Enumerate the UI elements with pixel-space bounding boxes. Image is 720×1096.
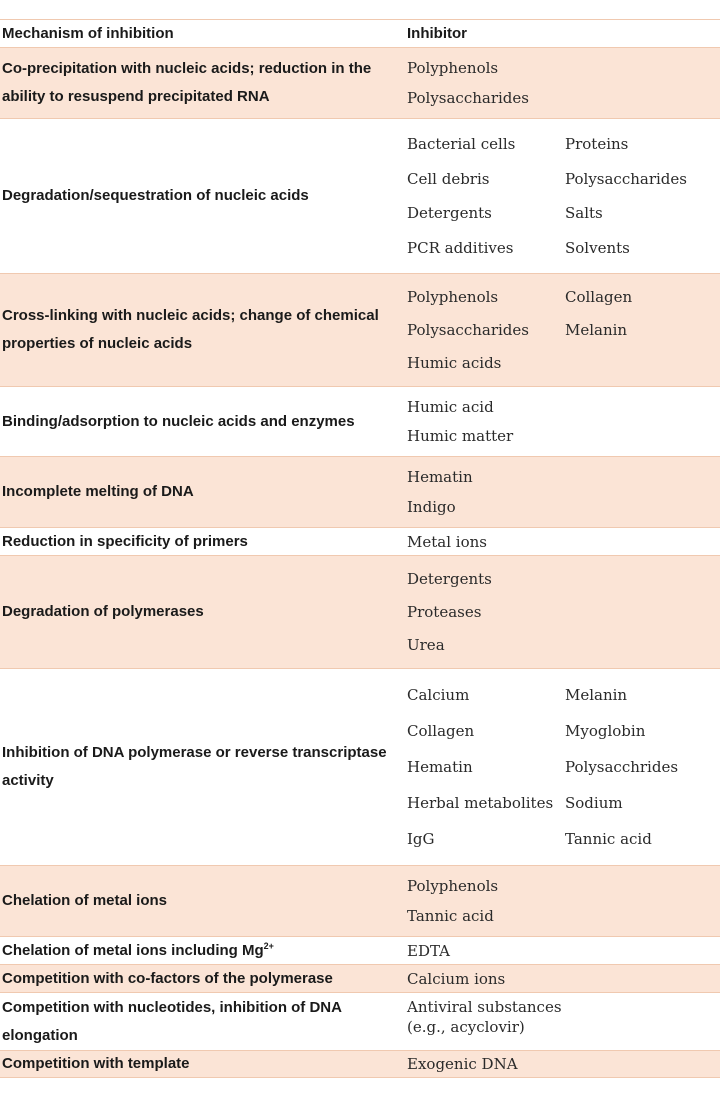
table-row xyxy=(0,273,720,386)
inhibitor-item xyxy=(565,569,720,589)
mechanism-text: Incomplete melting of DNA xyxy=(2,483,194,500)
table-row xyxy=(0,118,720,273)
inhibitor-item: Cell debris xyxy=(407,169,490,188)
inhibitor-item: Calcium xyxy=(407,686,470,704)
inhibitor-item xyxy=(565,353,720,373)
inhibitor-item: Proteins xyxy=(565,134,629,153)
mechanism-cell xyxy=(0,119,398,273)
mechanism-text: Inhibition of DNA polymerase or reverse transcriptase activity xyxy=(2,744,387,789)
inhibitor-item xyxy=(565,467,720,487)
table-row xyxy=(0,47,720,118)
inhibitor-item: Antiviral substances (e.g., acyclovir) xyxy=(407,998,562,1036)
inhibitor-item xyxy=(565,969,720,989)
mechanism-cell xyxy=(0,669,398,865)
mechanism-text: Competition with template xyxy=(2,1055,190,1072)
table-row xyxy=(0,668,720,865)
mechanism-text: Degradation of polymerases xyxy=(2,603,204,620)
inhibitor-item: Detergents xyxy=(407,204,492,223)
inhibitor-cell xyxy=(398,119,720,273)
inhibitor-cell xyxy=(398,457,720,527)
inhibitor-item: Polysacchrides xyxy=(565,758,679,776)
inhibitor-item: Melanin xyxy=(565,686,628,704)
inhibitor-item xyxy=(565,1054,720,1074)
mechanism-cell xyxy=(0,1051,398,1077)
inhibitor-cell xyxy=(398,669,720,865)
inhibitor-item: Collagen xyxy=(565,288,633,306)
inhibitor-item: Polysaccharides xyxy=(407,89,529,107)
inhibitor-item: Detergents xyxy=(407,570,492,588)
inhibitor-cell xyxy=(398,937,720,964)
inhibitor-item xyxy=(565,497,720,517)
mechanism-cell xyxy=(0,556,398,668)
inhibitor-item: Humic matter xyxy=(407,427,514,446)
mechanism-text: Competition with co-factors of the polymerase xyxy=(2,969,333,987)
inhibitor-item xyxy=(565,941,720,961)
inhibitor-item xyxy=(565,426,720,446)
inhibitor-item: Herbal metabolites xyxy=(407,794,554,812)
header-inhibitor: Inhibitor xyxy=(407,25,467,42)
mechanism-cell xyxy=(0,937,398,964)
inhibitor-item: Calcium ions xyxy=(407,969,506,988)
mechanism-text: Binding/adsorption to nucleic acids and enzymes xyxy=(2,412,355,430)
inhibitor-cell xyxy=(398,387,720,456)
inhibitor-item: Indigo xyxy=(407,498,456,516)
inhibitor-item: Polyphenols xyxy=(407,59,499,77)
table-header xyxy=(0,19,720,47)
table-row xyxy=(0,865,720,936)
table-row xyxy=(0,936,720,964)
inhibitor-item: Metal ions xyxy=(407,532,487,551)
inhibitor-item xyxy=(565,397,720,417)
inhibitor-item: Humic acid xyxy=(407,397,494,416)
inhibitor-item: EDTA xyxy=(407,941,450,960)
inhibitor-item xyxy=(565,88,720,108)
mechanism-cell xyxy=(0,274,398,386)
inhibitor-item: Polysaccharides xyxy=(407,321,529,339)
inhibitor-item: Melanin xyxy=(565,321,628,339)
inhibitor-cell xyxy=(398,1051,720,1077)
mechanism-cell xyxy=(0,387,398,456)
table-row xyxy=(0,386,720,456)
mechanism-text: Cross-linking with nucleic acids; change of chemical properties of nucleic acids xyxy=(2,307,379,352)
inhibitor-item: Myoglobin xyxy=(565,722,646,740)
inhibitor-item: Exogenic DNA xyxy=(407,1055,518,1073)
mechanism-cell xyxy=(0,965,398,992)
inhibitor-item: Urea xyxy=(407,636,445,654)
inhibitor-item xyxy=(565,635,720,655)
inhibitor-item: IgG xyxy=(407,830,435,848)
inhibitor-item: Salts xyxy=(565,204,603,223)
inhibitor-item: Humic acids xyxy=(407,354,502,372)
mechanism-text: Degradation/sequestration of nucleic acids xyxy=(2,187,309,204)
inhibitor-item: Tannic acid xyxy=(565,830,652,848)
mechanism-cell xyxy=(0,866,398,936)
inhibitor-cell xyxy=(398,965,720,992)
inhibitor-item: Hematin xyxy=(407,758,473,776)
inhibitor-item: Hematin xyxy=(407,468,473,486)
inhibitor-cell xyxy=(398,556,720,668)
mechanism-text: Chelation of metal ions xyxy=(2,892,168,909)
inhibitor-item: Polysaccharides xyxy=(565,169,687,188)
table-row xyxy=(0,964,720,992)
inhibitor-item: PCR additives xyxy=(407,239,514,258)
mechanism-cell xyxy=(0,528,398,555)
inhibitor-item: Polyphenols xyxy=(407,288,499,306)
table-row xyxy=(0,555,720,668)
inhibitor-item: Solvents xyxy=(565,239,630,258)
mechanism-text: Competition with nucleotides, inhibition of DNA elongation xyxy=(2,998,342,1044)
inhibitor-item: Collagen xyxy=(407,722,475,740)
mechanism-cell xyxy=(0,457,398,527)
mechanism-text: Reduction in specificity of primers xyxy=(2,532,248,550)
header-mechanism: Mechanism of inhibition xyxy=(2,24,174,42)
table-row xyxy=(0,992,720,1050)
inhibitor-item xyxy=(565,602,720,622)
inhibitor-item: Bacterial cells xyxy=(407,134,516,153)
mechanism-superscript: 2+ xyxy=(263,940,274,951)
inhibitor-cell xyxy=(398,528,720,555)
inhibitor-item xyxy=(565,997,720,1037)
mechanism-text: Co-precipitation with nucleic acids; reduction in the ability to resuspend precipitated RNA xyxy=(2,60,372,105)
mechanism-cell xyxy=(0,48,398,118)
inhibitor-cell xyxy=(398,993,720,1050)
mechanism-text: Chelation of metal ions including Mg xyxy=(2,941,264,959)
inhibitor-item xyxy=(565,906,720,926)
inhibitor-item xyxy=(565,532,720,552)
inhibitor-item xyxy=(565,876,720,896)
table-row xyxy=(0,1050,720,1078)
table-row xyxy=(0,456,720,527)
inhibitor-item: Tannic acid xyxy=(407,907,494,925)
inhibitor-cell xyxy=(398,274,720,386)
inhibitor-cell xyxy=(398,866,720,936)
inhibitor-item: Proteases xyxy=(407,603,482,621)
inhibitor-table xyxy=(0,19,720,1078)
inhibitor-item xyxy=(565,58,720,78)
inhibitor-item: Sodium xyxy=(565,794,623,812)
inhibitor-cell xyxy=(398,48,720,118)
table-row xyxy=(0,527,720,555)
inhibitor-item: Polyphenols xyxy=(407,877,499,895)
mechanism-cell xyxy=(0,993,398,1050)
